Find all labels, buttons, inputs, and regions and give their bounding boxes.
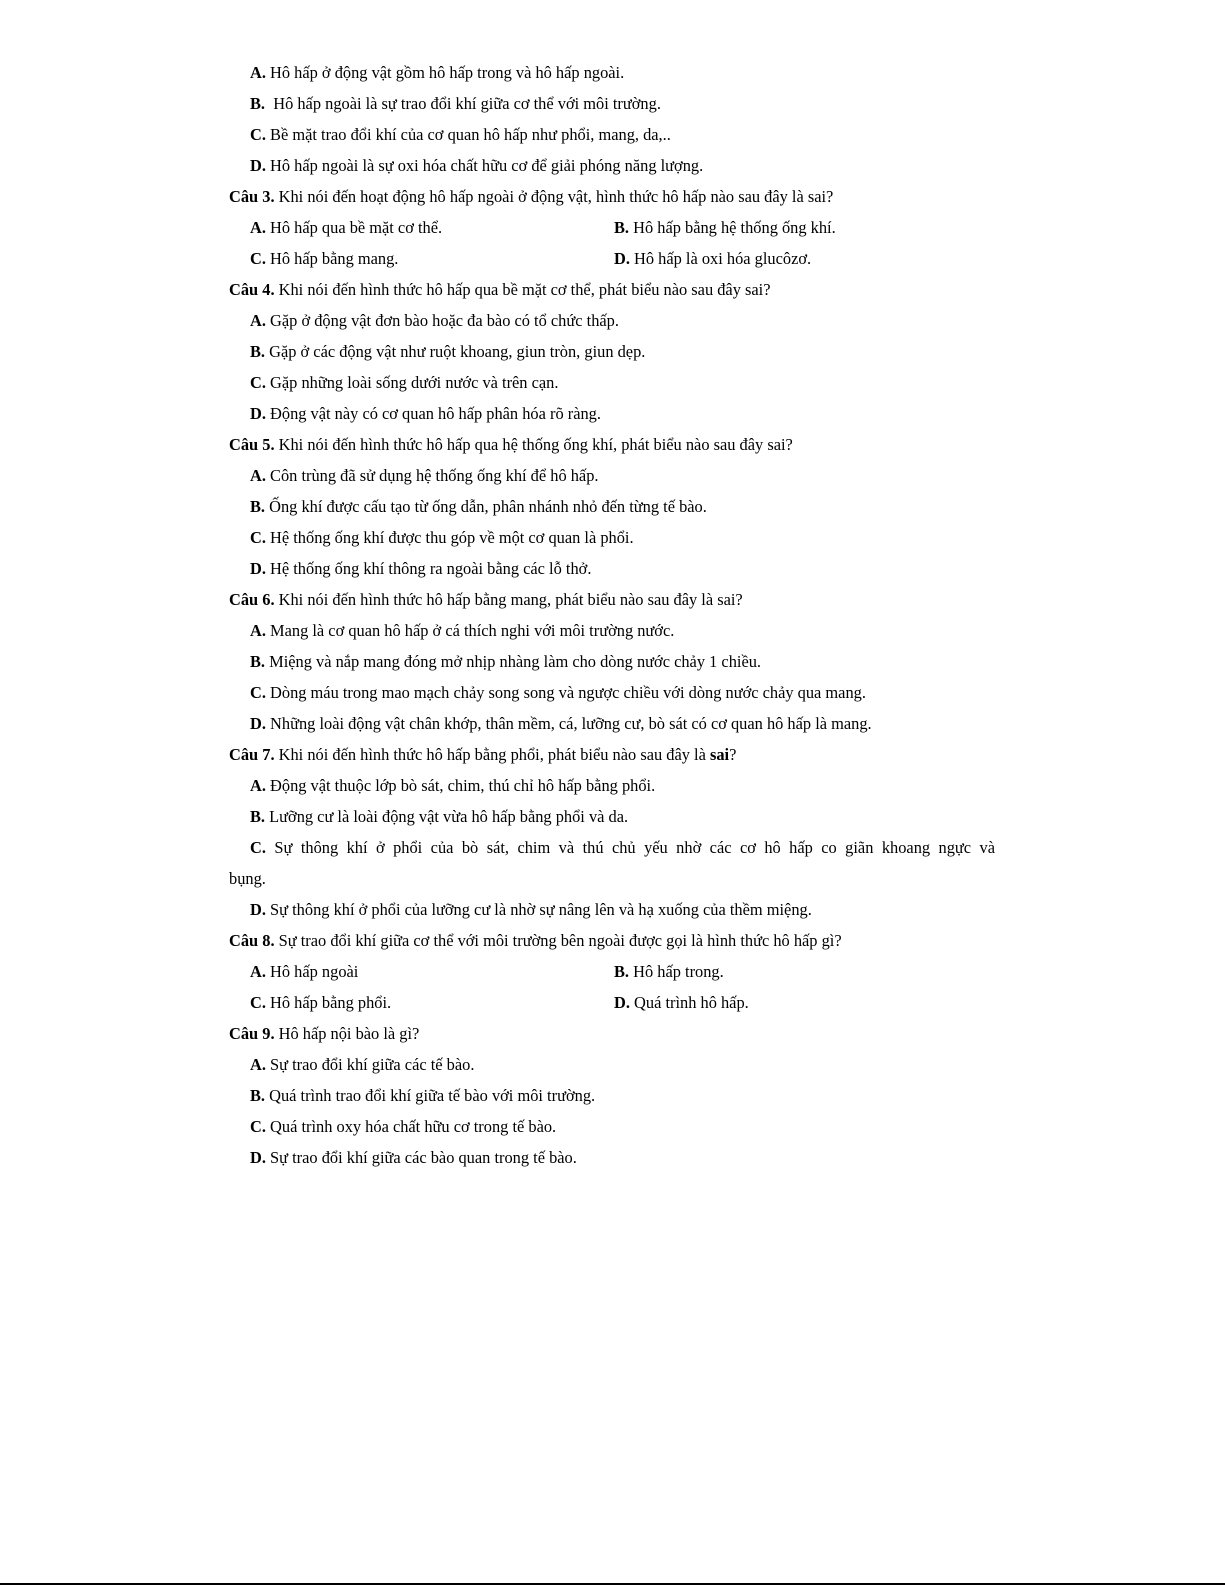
q7-option-c-continuation: bụng.: [229, 869, 266, 888]
q2-option-a: A. Hô hấp ở động vật gồm hô hấp trong và hô hấp ngoài.: [250, 63, 625, 82]
q5-option-b: B. Ống khí được cấu tạo từ ống dẫn, phân nhánh nhỏ đến từng tế bào.: [250, 497, 707, 516]
document-page: [0, 57, 1225, 1173]
q7-option-b: B. Lưỡng cư là loài động vật vừa hô hấp bằng phổi và da.: [250, 807, 629, 826]
q3-stem: Câu 3. Khi nói đến hoạt động hô hấp ngoài ở động vật, hình thức hô hấp nào sau đây là sai?: [229, 187, 834, 206]
q5-option-a: A. Côn trùng đã sử dụng hệ thống ống khí để hô hấp.: [250, 466, 599, 485]
q6-option-d: D. Những loài động vật chân khớp, thân mềm, cá, lưỡng cư, bò sát có cơ quan hô hấp là mang.: [250, 714, 872, 733]
q7-option-d: D. Sự thông khí ở phổi của lưỡng cư là nhờ sự nâng lên và hạ xuống của thềm miệng.: [250, 900, 812, 919]
q4-stem: Câu 4. Khi nói đến hình thức hô hấp qua bề mặt cơ thể, phát biểu nào sau đây sai?: [229, 280, 771, 299]
q7-stem: Câu 7. Khi nói đến hình thức hô hấp bằng phổi, phát biểu nào sau đây là sai?: [229, 745, 737, 764]
q6-option-a: A. Mang là cơ quan hô hấp ở cá thích nghi với môi trường nước.: [250, 621, 675, 640]
q9-option-d: D. Sự trao đổi khí giữa các bào quan trong tế bào.: [250, 1148, 577, 1167]
q3-option-d: D. Hô hấp là oxi hóa glucôzơ.: [614, 249, 812, 268]
q7-option-c: C. Sự thông khí ở phổi của bò sát, chim và thú chủ yếu nhờ các cơ hô hấp co giãn khoang ngực và: [250, 838, 995, 857]
q5-option-c: C. Hệ thống ống khí được thu góp về một cơ quan là phổi.: [250, 528, 634, 547]
q4-option-a: A. Gặp ở động vật đơn bào hoặc đa bào có tổ chức thấp.: [250, 311, 619, 330]
q9-option-c: C. Quá trình oxy hóa chất hữu cơ trong tế bào.: [250, 1117, 557, 1136]
q4-option-c: C. Gặp những loài sống dưới nước và trên cạn.: [250, 373, 559, 392]
q9-stem: Câu 9. Hô hấp nội bào là gì?: [229, 1024, 420, 1043]
q3-option-c: C. Hô hấp bằng mang.: [250, 249, 399, 268]
q2-option-c: C. Bề mặt trao đổi khí của cơ quan hô hấp như phổi, mang, da,..: [250, 125, 671, 144]
q6-stem: Câu 6. Khi nói đến hình thức hô hấp bằng mang, phát biểu nào sau đây là sai?: [229, 590, 743, 609]
q8-option-b: B. Hô hấp trong.: [614, 962, 724, 981]
q5-option-d: D. Hệ thống ống khí thông ra ngoài bằng các lỗ thở.: [250, 559, 592, 578]
q4-option-b: B. Gặp ở các động vật như ruột khoang, giun tròn, giun dẹp.: [250, 342, 646, 361]
q9-option-b: B. Quá trình trao đổi khí giữa tế bào với môi trường.: [250, 1086, 596, 1105]
q3-options-row-2: [0, 243, 1225, 274]
q8-option-c: C. Hô hấp bằng phổi.: [250, 993, 392, 1012]
q7-option-a: A. Động vật thuộc lớp bò sát, chim, thú chỉ hô hấp bằng phổi.: [250, 776, 656, 795]
q6-option-c: C. Dòng máu trong mao mạch chảy song song và ngược chiều với dòng nước chảy qua mang.: [250, 683, 866, 702]
q5-stem: Câu 5. Khi nói đến hình thức hô hấp qua hệ thống ống khí, phát biểu nào sau đây sai?: [229, 435, 793, 454]
q3-option-b: B. Hô hấp bằng hệ thống ống khí.: [614, 218, 836, 237]
q8-option-d: D. Quá trình hô hấp.: [614, 993, 749, 1012]
q2-option-b: B. Hô hấp ngoài là sự trao đổi khí giữa cơ thể với môi trường.: [250, 94, 661, 113]
q3-option-a: A. Hô hấp qua bề mặt cơ thể.: [250, 218, 443, 237]
q8-options-row-2: [0, 987, 1225, 1018]
q8-stem: Câu 8. Sự trao đổi khí giữa cơ thể với môi trường bên ngoài được gọi là hình thức hô hấp gì?: [229, 931, 842, 950]
q9-option-a: A. Sự trao đổi khí giữa các tế bào.: [250, 1055, 475, 1074]
q2-option-d: D. Hô hấp ngoài là sự oxi hóa chất hữu cơ để giải phóng năng lượng.: [250, 156, 704, 175]
q3-options-row-1: [0, 212, 1225, 243]
q4-option-d: D. Động vật này có cơ quan hô hấp phân hóa rõ ràng.: [250, 404, 601, 423]
q6-option-b: B. Miệng và nắp mang đóng mở nhịp nhàng làm cho dòng nước chảy 1 chiều.: [250, 652, 762, 671]
q8-option-a: A. Hô hấp ngoài: [250, 962, 359, 981]
q8-options-row-1: [0, 956, 1225, 987]
